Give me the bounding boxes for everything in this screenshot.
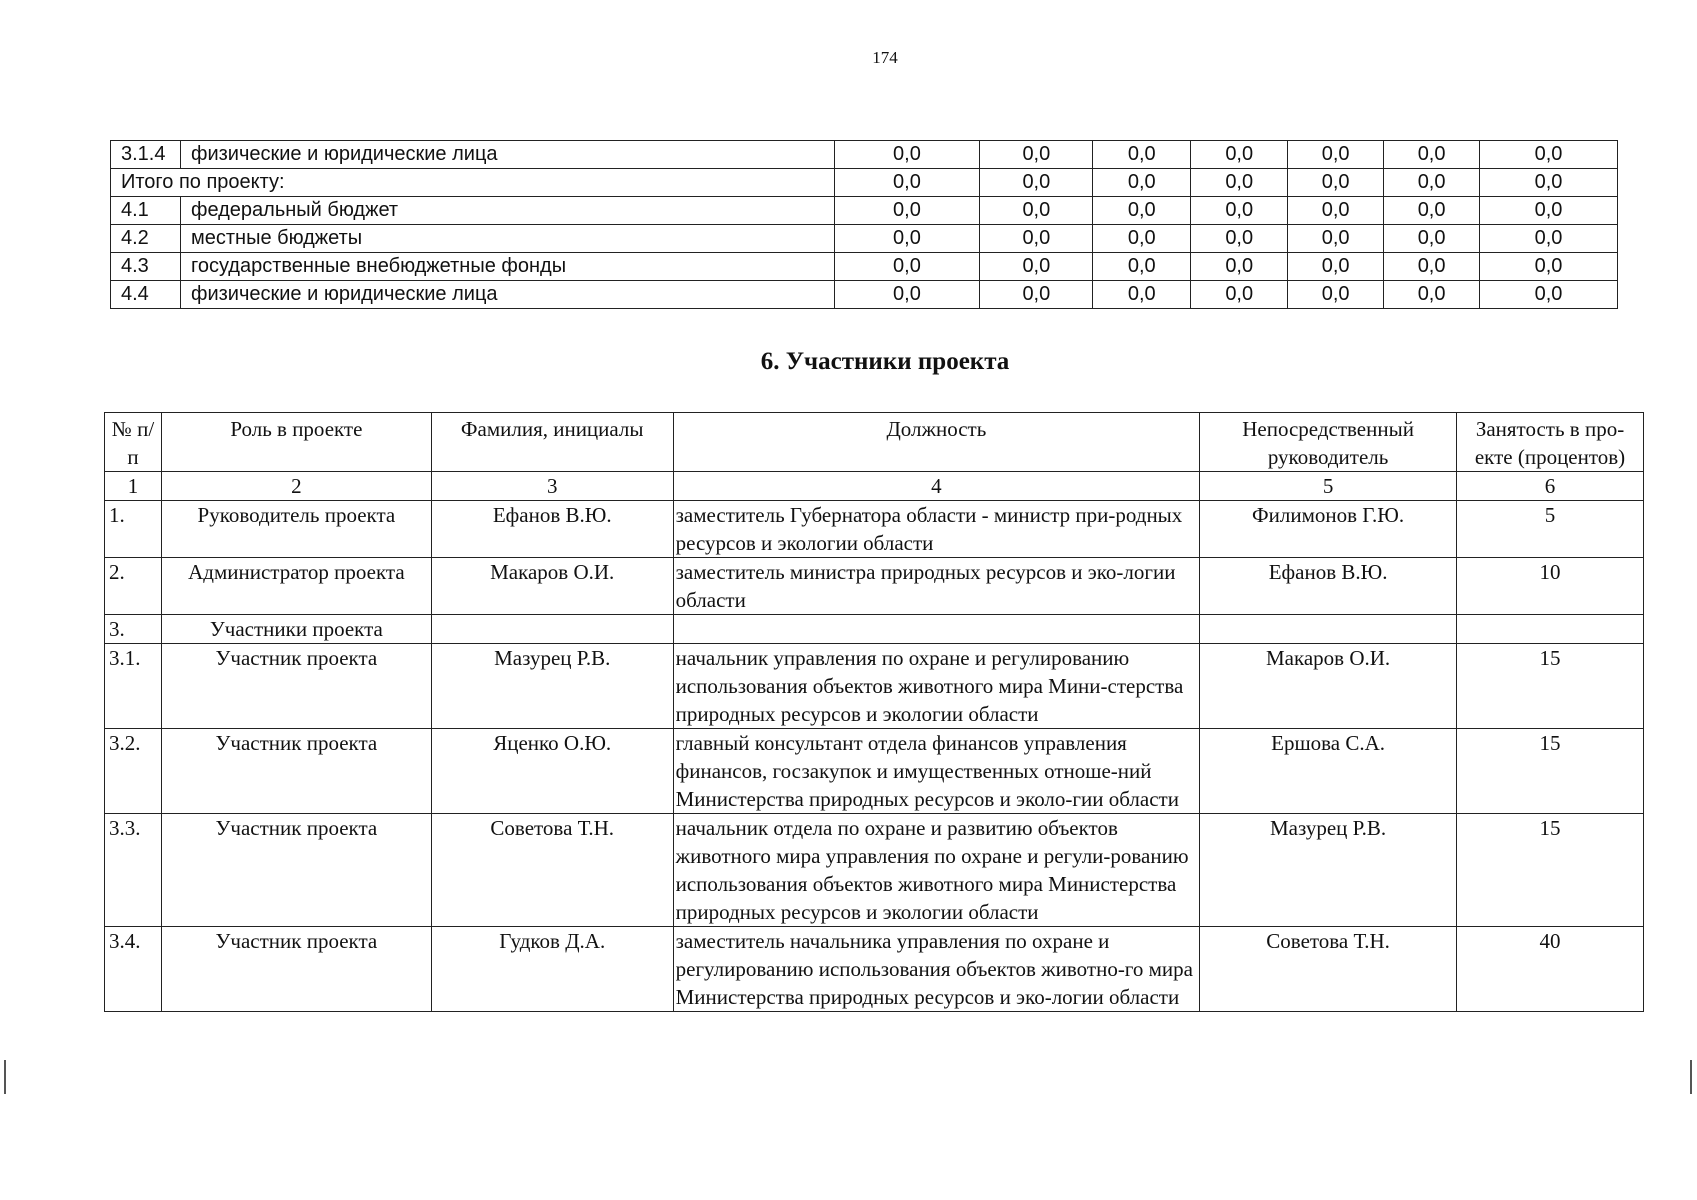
index-cell: 2 — [161, 472, 431, 501]
budget-value-cell: 0,0 — [1093, 197, 1191, 225]
row-supervisor: Ефанов В.Ю. — [1200, 558, 1457, 615]
budget-value-cell: 0,0 — [980, 253, 1093, 281]
budget-value-cell: 0,0 — [1288, 197, 1384, 225]
row-num: 1. — [105, 501, 162, 558]
index-cell: 4 — [673, 472, 1200, 501]
budget-value-cell: 0,0 — [1191, 281, 1288, 309]
budget-value-cell: 0,0 — [980, 225, 1093, 253]
budget-row-code: 4.1 — [111, 197, 181, 225]
budget-value-cell: 0,0 — [1191, 197, 1288, 225]
budget-value-cell: 0,0 — [1093, 225, 1191, 253]
budget-table — [110, 140, 1618, 309]
budget-value-cell: 0,0 — [834, 281, 980, 309]
budget-value-cell: 0,0 — [1191, 141, 1288, 169]
page-number: 174 — [872, 48, 898, 67]
budget-value-cell: 0,0 — [1093, 141, 1191, 169]
index-cell: 6 — [1457, 472, 1644, 501]
budget-value-cell: 0,0 — [1191, 225, 1288, 253]
row-supervisor — [1200, 615, 1457, 644]
scan-edge-mark — [1690, 1060, 1692, 1094]
row-employment — [1457, 615, 1644, 644]
budget-row — [111, 225, 1618, 253]
participant-row — [105, 501, 1644, 558]
row-num: 3.4. — [105, 927, 162, 1012]
row-num: 3.3. — [105, 814, 162, 927]
participant-row — [105, 927, 1644, 1012]
budget-row-code: 4.3 — [111, 253, 181, 281]
budget-value-cell: 0,0 — [980, 169, 1093, 197]
row-num: 2. — [105, 558, 162, 615]
budget-value-cell: 0,0 — [1384, 281, 1480, 309]
budget-value-cell: 0,0 — [1384, 169, 1480, 197]
participants-header-row — [105, 413, 1644, 472]
row-role: Участники проекта — [161, 615, 431, 644]
row-employment: 5 — [1457, 501, 1644, 558]
budget-row-code: 4.4 — [111, 281, 181, 309]
row-position — [673, 615, 1200, 644]
budget-value-cell: 0,0 — [834, 253, 980, 281]
row-supervisor: Мазурец Р.В. — [1200, 814, 1457, 927]
row-role: Участник проекта — [161, 927, 431, 1012]
budget-value-cell: 0,0 — [1288, 225, 1384, 253]
budget-value-cell: 0,0 — [1093, 169, 1191, 197]
budget-value-cell: 0,0 — [980, 141, 1093, 169]
budget-row-label: государственные внебюджетные фонды — [180, 253, 834, 281]
row-num: 3.2. — [105, 729, 162, 814]
row-employment: 15 — [1457, 729, 1644, 814]
row-employment: 40 — [1457, 927, 1644, 1012]
budget-row — [111, 169, 1618, 197]
budget-value-cell: 0,0 — [1093, 253, 1191, 281]
budget-value-cell: 0,0 — [980, 197, 1093, 225]
row-name — [431, 615, 673, 644]
header-supervisor: Непосредственный руководитель — [1200, 413, 1457, 472]
budget-value-cell: 0,0 — [1480, 225, 1618, 253]
budget-row-label: местные бюджеты — [180, 225, 834, 253]
budget-value-cell: 0,0 — [1384, 197, 1480, 225]
row-position: заместитель начальника управления по охране и регулированию использования объектов животно-го мира Министерства природных ресурсов и эко-логии области — [673, 927, 1200, 1012]
row-num: 3. — [105, 615, 162, 644]
budget-value-cell: 0,0 — [1093, 281, 1191, 309]
budget-row — [111, 253, 1618, 281]
row-role: Руководитель проекта — [161, 501, 431, 558]
row-position: начальник отдела по охране и развитию объектов животного мира управления по охране и регули-рованию использования объектов животного мира Министерства природных ресурсов и экологии области — [673, 814, 1200, 927]
budget-row-label: Итого по проекту: — [111, 169, 835, 197]
budget-value-cell: 0,0 — [980, 281, 1093, 309]
budget-value-cell: 0,0 — [1191, 253, 1288, 281]
budget-value-cell: 0,0 — [1480, 197, 1618, 225]
row-position: главный консультант отдела финансов управления финансов, госзакупок и имущественных отноше-ний Министерства природных ресурсов и эколо-гии области — [673, 729, 1200, 814]
budget-row — [111, 281, 1618, 309]
row-name: Советова Т.Н. — [431, 814, 673, 927]
header-position: Должность — [673, 413, 1200, 472]
budget-value-cell: 0,0 — [1480, 169, 1618, 197]
budget-row-label: физические и юридические лица — [180, 141, 834, 169]
row-name: Макаров О.И. — [431, 558, 673, 615]
row-employment: 10 — [1457, 558, 1644, 615]
budget-value-cell: 0,0 — [1480, 141, 1618, 169]
header-num: № п/п — [105, 413, 162, 472]
participant-row — [105, 814, 1644, 927]
row-role: Участник проекта — [161, 814, 431, 927]
participant-row — [105, 644, 1644, 729]
row-position: заместитель министра природных ресурсов и эко-логии области — [673, 558, 1200, 615]
row-role: Администратор проекта — [161, 558, 431, 615]
budget-value-cell: 0,0 — [834, 141, 980, 169]
budget-row — [111, 197, 1618, 225]
budget-value-cell: 0,0 — [1191, 169, 1288, 197]
row-name: Гудков Д.А. — [431, 927, 673, 1012]
participant-row — [105, 558, 1644, 615]
row-supervisor: Филимонов Г.Ю. — [1200, 501, 1457, 558]
row-num: 3.1. — [105, 644, 162, 729]
budget-value-cell: 0,0 — [1384, 141, 1480, 169]
budget-value-cell: 0,0 — [1288, 169, 1384, 197]
index-cell: 1 — [105, 472, 162, 501]
budget-row-code: 3.1.4 — [111, 141, 181, 169]
participants-table — [104, 412, 1644, 1012]
row-position: начальник управления по охране и регулированию использования объектов животного мира Мини-стерства природных ресурсов и экологии области — [673, 644, 1200, 729]
budget-value-cell: 0,0 — [834, 197, 980, 225]
header-role: Роль в проекте — [161, 413, 431, 472]
index-cell: 5 — [1200, 472, 1457, 501]
row-supervisor: Макаров О.И. — [1200, 644, 1457, 729]
budget-value-cell: 0,0 — [1480, 253, 1618, 281]
header-name: Фамилия, инициалы — [431, 413, 673, 472]
participant-row — [105, 615, 1644, 644]
budget-value-cell: 0,0 — [1384, 253, 1480, 281]
row-name: Яценко О.Ю. — [431, 729, 673, 814]
budget-row-label: физические и юридические лица — [180, 281, 834, 309]
budget-row-label: федеральный бюджет — [180, 197, 834, 225]
header-employment: Занятость в про-екте (процентов) — [1457, 413, 1644, 472]
row-role: Участник проекта — [161, 644, 431, 729]
row-employment: 15 — [1457, 814, 1644, 927]
row-role: Участник проекта — [161, 729, 431, 814]
budget-value-cell: 0,0 — [1288, 141, 1384, 169]
budget-value-cell: 0,0 — [834, 225, 980, 253]
row-employment: 15 — [1457, 644, 1644, 729]
budget-value-cell: 0,0 — [1288, 281, 1384, 309]
index-cell: 3 — [431, 472, 673, 501]
section-title: 6. Участники проекта — [760, 348, 1010, 375]
budget-value-cell: 0,0 — [834, 169, 980, 197]
participant-row — [105, 729, 1644, 814]
budget-value-cell: 0,0 — [1288, 253, 1384, 281]
row-name: Ефанов В.Ю. — [431, 501, 673, 558]
row-name: Мазурец Р.В. — [431, 644, 673, 729]
row-position: заместитель Губернатора области - министр при-родных ресурсов и экологии области — [673, 501, 1200, 558]
budget-row — [111, 141, 1618, 169]
budget-value-cell: 0,0 — [1480, 281, 1618, 309]
row-supervisor: Советова Т.Н. — [1200, 927, 1457, 1012]
scan-edge-mark — [4, 1060, 6, 1094]
budget-value-cell: 0,0 — [1384, 225, 1480, 253]
row-supervisor: Ершова С.А. — [1200, 729, 1457, 814]
budget-row-code: 4.2 — [111, 225, 181, 253]
column-index-row — [105, 472, 1644, 501]
